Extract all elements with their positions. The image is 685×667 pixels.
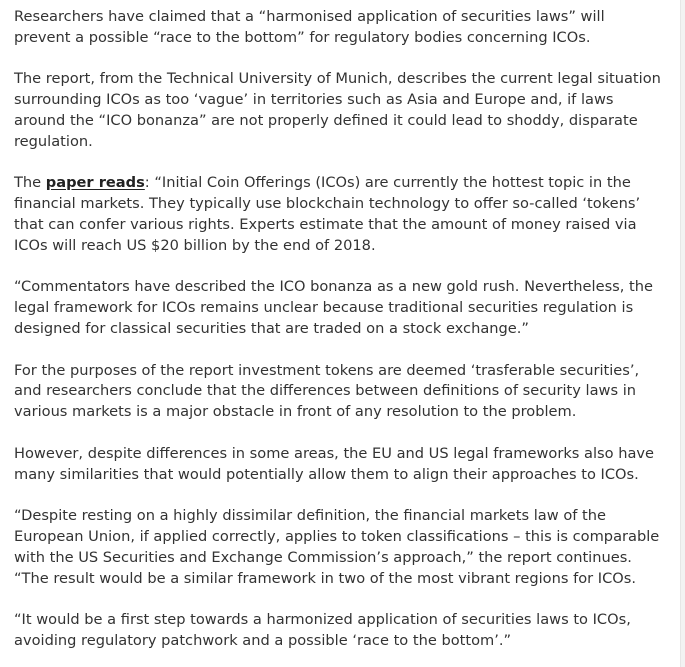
paragraph-eu-us-similarities: However, despite differences in some areas, the EU and US legal frameworks also have many similarities that would potentially allow them to align their approaches to ICOs. (14, 444, 655, 483)
article-body (14, 7, 664, 652)
paragraph-intro: Researchers have claimed that a “harmonised application of securities laws” will prevent a possible “race to the bottom” for regulatory bodies concerning ICOs. (14, 8, 605, 46)
paragraph-report-continues: “Despite resting on a highly dissimilar definition, the financial markets law of the European Union, if applied correctly, applies to token classifications – this is comparable with the US Securities and Exchange Commission’s approach,” the report continues. “The result would be a similar framework in two of the most vibrant regions for ICOs. (14, 507, 660, 587)
paragraph-paper-quote-text: : “Initial Coin Offerings (ICOs) are currently the hottest topic in the financial markets. They typically use blockchain technology to offer so-called ‘tokens’ that can confer various rights. Experts estimate that the amount of money raised via ICOs will reach US $20 billion by the end of 2018. (14, 174, 641, 254)
paragraph-paper-quote-prefix: The (14, 174, 46, 192)
paragraph-transferable-securities: For the purposes of the report investment tokens are deemed ‘trasferable securities’, and researchers conclude that the differences between definitions of security laws in various markets is a major obstacle in front of any resolution to the problem. (14, 361, 640, 421)
paper-reads-link[interactable]: paper reads (45, 174, 145, 192)
paragraph-report-description: The report, from the Technical University of Munich, describes the current legal situation surrounding ICOs as too ‘vague’ in territories such as Asia and Europe and, if laws around the “ICO bonanza” are not properly defined it could lead to shoddy, disparate regulation. (14, 70, 661, 150)
paragraph-gold-rush: “Commentators have described the ICO bonanza as a new gold rush. Nevertheless, the legal framework for ICOs remains unclear because traditional securities regulation is designed for classical securities that are traded on a stock exchange.” (14, 278, 654, 337)
paragraph-paper-quote (14, 173, 664, 256)
paragraph-first-step: “It would be a first step towards a harmonized application of securities laws to ICOs, avoiding regulatory patchwork and a possible ‘race to the bottom’.” (14, 611, 631, 649)
scrollbar-track[interactable] (680, 0, 685, 667)
